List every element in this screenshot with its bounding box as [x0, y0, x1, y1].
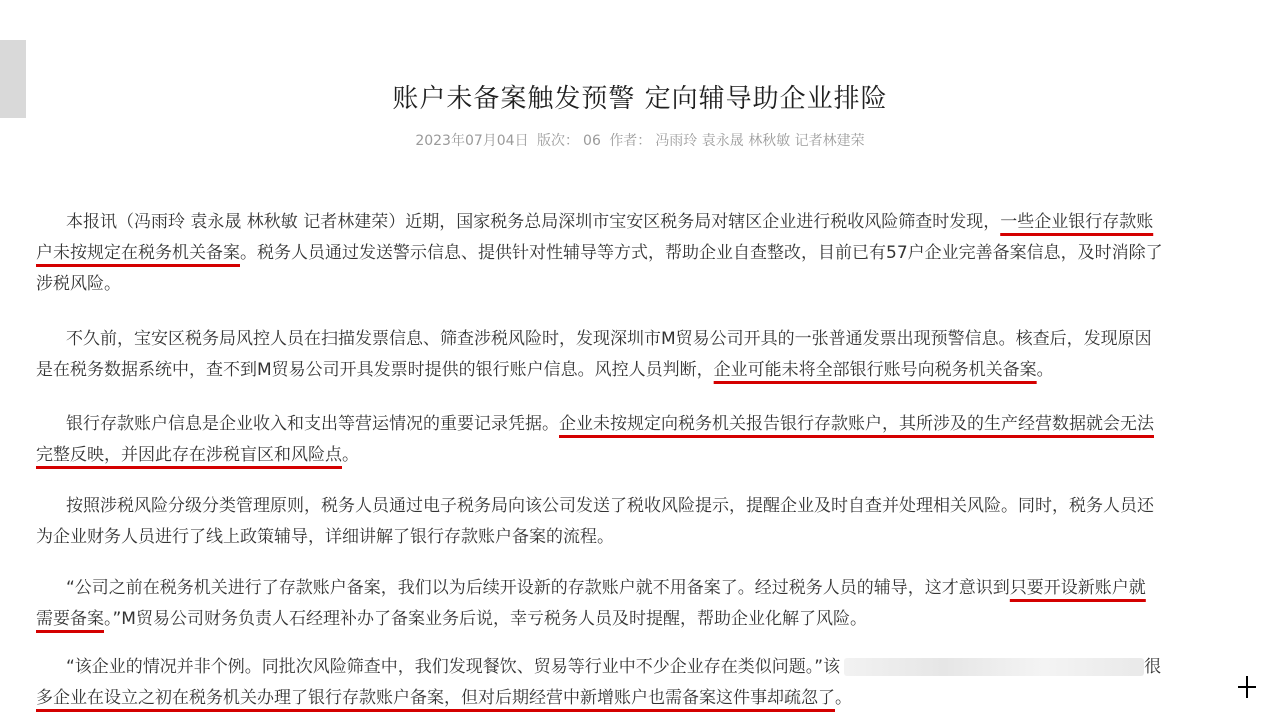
highlight-run: 完整反映，并因此存在涉税盲区和风险点 — [36, 445, 342, 465]
article-meta — [0, 130, 1280, 150]
meta-edition: 06 — [583, 133, 601, 149]
highlight-run: 需要备案 — [36, 609, 104, 629]
paragraph-line — [36, 440, 1251, 471]
paragraph-line — [36, 683, 1251, 714]
text-run: 。 — [835, 688, 852, 708]
text-run: 。 — [342, 445, 359, 465]
text-run: 本报讯（冯雨玲 袁永晟 林秋敏 记者林建荣）近期，国家税务总局深圳市宝安区税务局对辖区企业进行税收风险筛查时发现， — [66, 212, 1001, 232]
meta-authors: 冯雨玲 袁永晟 林秋敏 记者林建荣 — [655, 133, 865, 149]
text-run: “该企业的情况并非个例。同批次风险筛查中，我们发现餐饮、贸易等行业中不少企业存在类似问题。”该 — [66, 657, 841, 677]
text-run: 。”M贸易公司财务负责人石经理补办了备案业务后说，幸亏税务人员及时提醒，帮助企业化解了风险。 — [104, 609, 867, 629]
text-run: 银行存款账户信息是企业收入和支出等营运情况的重要记录凭据。 — [66, 414, 559, 434]
paragraph-4 — [36, 491, 1251, 553]
paragraph-line — [36, 409, 1251, 440]
meta-date: 2023年07月04日 — [415, 133, 529, 149]
highlight-run: 一些企业银行存款账 — [1000, 212, 1154, 232]
paragraph-3 — [36, 409, 1251, 471]
text-run: 不久前，宝安区税务局风控人员在扫描发票信息、筛查涉税风险时，发现深圳市M贸易公司开具的一张普通发票出现预警信息。核查后，发现原因 — [66, 329, 1152, 349]
paragraph-1 — [36, 207, 1251, 300]
highlight-run: 只要开设新账户就 — [1009, 578, 1146, 598]
text-run: 是在税务数据系统中，查不到M贸易公司开具发票时提供的银行账户信息。风控人员判断， — [36, 360, 714, 380]
meta-edition-label: 版次： — [537, 133, 580, 149]
paragraph-line — [36, 573, 1251, 604]
text-run: 按照涉税风险分级分类管理原则，税务人员通过电子税务局向该公司发送了税收风险提示，提醒企业及时自查并处理相关风险。同时，税务人员还 — [66, 496, 1154, 516]
highlight-run: 企业未按规定向税务机关报告银行存款账户，其所涉及的生产经营数据就会无法 — [559, 414, 1154, 434]
text-run: 。 — [1036, 360, 1054, 380]
paragraph-line — [36, 652, 1251, 683]
paragraph-line — [36, 269, 1251, 300]
paragraph-6 — [36, 652, 1251, 714]
paragraph-line — [36, 238, 1251, 269]
text-run: 涉税风险。 — [36, 274, 121, 294]
text-run: 。税务人员通过发送警示信息、提供针对性辅导等方式，帮助企业自查整改，目前已有57户企业完善备案信息，及时消除了 — [240, 243, 1163, 263]
paragraph-line — [36, 522, 1251, 553]
text-run: 为企业财务人员进行了线上政策辅导，详细讲解了银行存款账户备案的流程。 — [36, 527, 614, 547]
highlight-run: 户未按规定在税务机关备案 — [36, 243, 240, 263]
text-run: 很 — [1144, 657, 1162, 677]
article-title: 账户未备案触发预警 定向辅导助企业排险 — [392, 84, 888, 114]
paragraph-line — [36, 491, 1251, 522]
meta-author-label: 作者： — [609, 133, 652, 149]
highlight-run: 企业可能未将全部银行账号向税务机关备案 — [713, 360, 1037, 380]
paragraph-line — [36, 207, 1251, 238]
paragraph-line — [36, 604, 1251, 635]
blurred-text-region — [844, 658, 1144, 676]
text-run: “公司之前在税务机关进行了存款账户备案，我们以为后续开设新的存款账户就不用备案了。经过税务人员的辅导，这才意识到 — [66, 578, 1010, 598]
text-cursor-icon — [1238, 676, 1256, 698]
highlight-run: 多企业在设立之初在税务机关办理了银行存款账户备案，但对后期经营中新增账户也需备案这件事却疏忽了 — [36, 688, 835, 708]
paragraph-2 — [36, 324, 1251, 386]
paragraph-line — [36, 324, 1251, 355]
paragraph-5 — [36, 573, 1251, 635]
paragraph-line — [36, 355, 1251, 386]
